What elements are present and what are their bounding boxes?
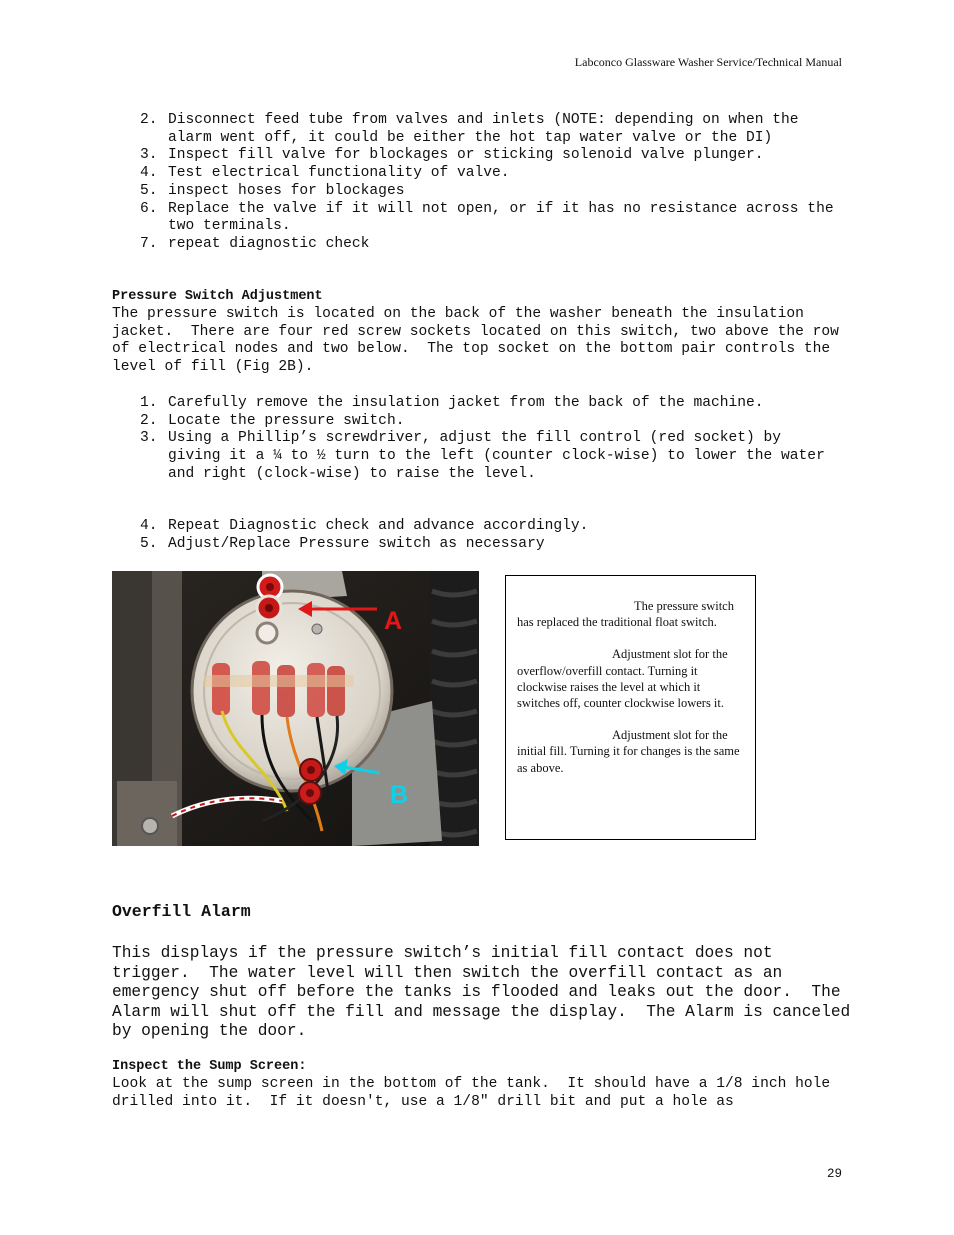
list-item: 5. Adjust/Replace Pressure switch as necessary xyxy=(140,535,545,552)
pressure-switch-heading: Pressure Switch Adjustment xyxy=(112,289,323,304)
list-item: 6. Replace the valve if it will not open, or if it has no resistance across the two terminals. xyxy=(140,200,843,235)
figure-caption-box xyxy=(505,575,756,840)
pressure-switch-photo xyxy=(112,571,479,846)
overfill-alarm-body: This displays if the pressure switch’s initial fill contact does not trigger. The water level will then switch the overfill contact as an emergency shut off before the tanks is flooded and leaks out the door. The Alarm will shut off the fill and message the display. The Alarm is canceled by opening the door. xyxy=(112,944,860,1041)
list-item: 2. Disconnect feed tube from valves and inlets (NOTE: depending on when the alarm went off, it could be either the hot tap water valve or the DI) xyxy=(140,112,808,146)
caption-pressure-switch: The pressure switch has replaced the traditional float switch. xyxy=(517,599,734,630)
pressure-switch-steps-list xyxy=(112,395,842,484)
list-item: 4. Test electrical functionality of valve. xyxy=(140,165,510,182)
list-item: 4. Repeat Diagnostic check and advance accordingly. xyxy=(140,518,589,534)
list-item: 5. inspect hoses for blockages xyxy=(140,182,405,199)
terminal-connectors xyxy=(204,661,354,717)
list-item: 2. Locate the pressure switch. xyxy=(140,412,405,429)
sump-screen-body: Look at the sump screen in the bottom of the tank. It should have a 1/8 inch hole drilled into it. If it doesn't, use a 1/8" drill bit and put a hole as xyxy=(112,1076,839,1110)
label-a: A xyxy=(384,607,403,635)
running-header: Labconco Glassware Washer Service/Technical Manual xyxy=(574,55,842,69)
list-item: 3. Using a Phillip’s screwdriver, adjust the fill control (red socket) by giving it a ¼ to ½ turn to the left (counter clock-wise) to lower the water and right (clock-wise) to raise the level. xyxy=(140,430,834,482)
caption-label-b: Adjustment slot for the initial fill. Turning it for changes is the same as above. xyxy=(517,728,740,775)
overfill-alarm-heading: Overfill Alarm xyxy=(112,902,251,921)
list-item: 3. Inspect fill valve for blockages or sticking solenoid valve plunger. xyxy=(140,147,764,164)
list-item: 1. Carefully remove the insulation jacket from the back of the machine. xyxy=(140,395,764,411)
pressure-switch-intro: The pressure switch is located on the back of the washer beneath the insulation jacket. There are four red screw sockets located on this switch, two above the row of electrical nodes and two below. The top socket on the bottom pair controls the level of fill (Fig 2B). xyxy=(112,306,848,376)
list-item: 7. repeat diagnostic check xyxy=(140,235,370,252)
sump-screen-heading: Inspect the Sump Screen: xyxy=(112,1059,307,1074)
caption-label-a: Adjustment slot for the overflow/overfill contact. Turning it clockwise raises the level at which it switches off, counter clockwise lowers it. xyxy=(517,647,728,711)
diagnostic-steps-list xyxy=(112,112,842,254)
page-number: 29 xyxy=(826,1167,842,1181)
label-b: B xyxy=(390,781,409,809)
pressure-switch-steps-list-continued xyxy=(112,518,842,553)
